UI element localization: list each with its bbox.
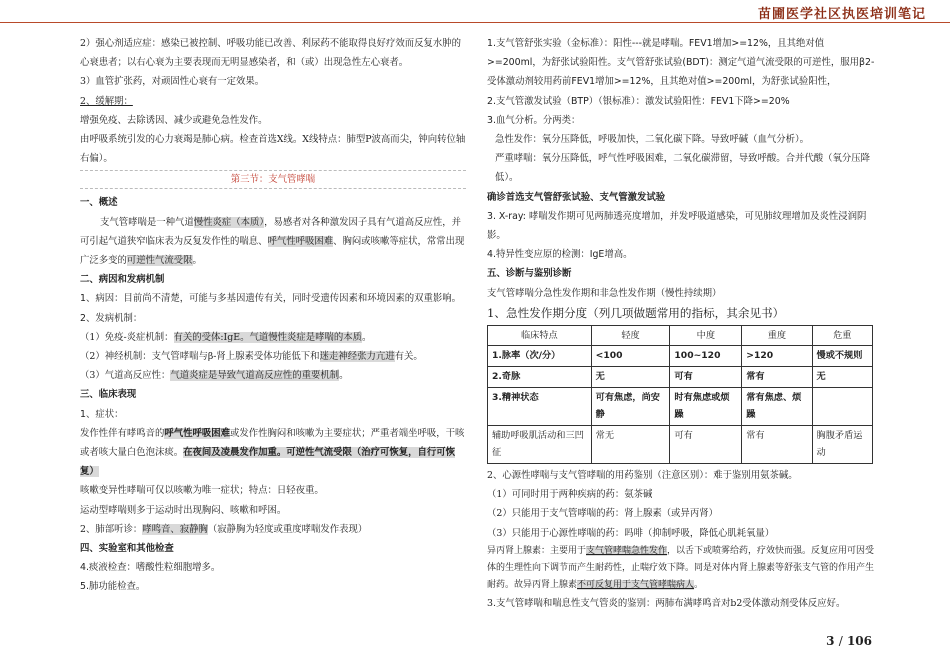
table-cell: 胸腹矛盾运动	[812, 425, 872, 463]
table-cell: 无	[812, 367, 872, 388]
paragraph-cough-variant: 咳嗽变异性哮喘可仅以咳嗽为唯一症状；特点：日轻夜重。	[80, 485, 324, 497]
paragraph-etiology: 1、病因：目前尚不清楚，可能与多基因遗传有关，同时受遗传因素和环境因素的双重影响。	[80, 293, 461, 305]
heading-severity: 1、急性发作期分度（列几项做题常用的指标，其余见书）	[487, 305, 785, 320]
header-rule	[0, 22, 950, 23]
table-cell: 100~120	[670, 346, 742, 367]
page-number: 3 / 106	[826, 634, 872, 648]
table-header-row	[488, 325, 873, 346]
table-cell: 3.精神状态	[488, 387, 592, 425]
handwritten-note: 异丙肾上腺素：主要用于支气管哮喘急性发作，以舌下或喷雾给药，疗效快而强。反复应用可因受体的生理性向下调节而产生耐药性，止喘疗效下降。同是对体内肾上腺素等舒张支气管的作用产生耐药。故异丙肾上腺素不可反复用于支气管哮喘病人。	[487, 545, 875, 590]
paragraph-diagnosis-first: 确诊首选支气管舒张试验、支气管激发试验	[487, 191, 666, 203]
table-row	[488, 387, 873, 425]
paragraph-asthmatic-bronchitis: 3.支气管哮喘和喘息性支气管炎的鉴别：两肺布满哮鸣音对b2受体激动剂受体反应好。	[487, 597, 846, 609]
table-row	[488, 367, 873, 388]
heading-overview: 一、概述	[80, 197, 118, 209]
table-header-cell: 轻度	[591, 325, 670, 346]
paragraph-symptoms: 发作性伴有哮鸣音的呼气性呼吸困难或发作性胸闷和咳嗽为主要症状；严重者端坐呼吸，干咳或者咳大量白色泡沫痰。在夜间及凌晨发作加重。可逆性气流受限（治疗可恢复，自行可恢复）	[80, 427, 465, 478]
paragraph-immune: （1）免疫-炎症机制：有关的受体:IgE。气道慢性炎症是哮喘的本质。	[80, 331, 372, 343]
paragraph-drug-asthma-only: （2）只能用于支气管哮喘的药：肾上腺素（或异丙肾）	[487, 508, 718, 520]
table-cell: 可有焦虑，尚安静	[591, 387, 670, 425]
right-column	[487, 34, 876, 613]
table-cell: 常有	[742, 425, 812, 463]
paragraph-xray: 3. X-ray: 哮喘发作期可见两肺透亮度增加，并发呼吸道感染，可见肺纹理增加及炎性浸润阴影。	[487, 210, 867, 242]
table-cell: <100	[591, 346, 670, 367]
paragraph-drug-both: （1）可同时用于两种疾病的药：氨茶碱	[487, 489, 653, 501]
table-cell: 可有	[670, 425, 742, 463]
section-title: 第三节：支气管哮喘	[80, 170, 466, 189]
table-row	[488, 346, 873, 367]
table-header-cell: 中度	[670, 325, 742, 346]
paragraph-severe-asthma: 严重哮喘：氧分压降低，呼气性呼吸困难，二氧化碳滞留，导致呼酸。合并代酸（氧分压降低）。	[495, 153, 871, 184]
table-header-cell: 临床特点	[488, 325, 592, 346]
heading-clinical: 三、临床表现	[80, 389, 137, 401]
paragraph-acute-attack: 急性发作：氧分压降低，呼吸加快，二氧化碳下降。导致呼碱（血气分析）。	[495, 134, 810, 146]
table-cell: 可有	[670, 367, 742, 388]
heading-etiology: 二、病因和发病机制	[80, 274, 165, 286]
paragraph-sputum: 4.痰液检查：嗜酸性粒细胞增多。	[80, 562, 221, 574]
paragraph-phases: 支气管哮喘分急性发作期和非急性发作期（慢性持续期）	[487, 287, 722, 299]
severity-table	[487, 325, 873, 464]
paragraph-allergen: 4.特异性变应原的检测：IgE增高。	[487, 249, 633, 261]
table-cell: 常有焦虑、烦躁	[742, 387, 812, 425]
page-header	[0, 0, 950, 22]
paragraph-drug-differentiation: 2、心源性哮喘与支气管哮喘的用药鉴别（注意区别）：难于鉴别用氨茶碱。	[487, 470, 798, 481]
paragraph-auscultation: 2、肺部听诊：哮鸣音、寂静胸（寂静胸为轻度或重度哮喘发作表现）	[80, 523, 368, 535]
table-cell: 时有焦虑或烦躁	[670, 387, 742, 425]
paragraph-cor-pulmonale: 由呼吸系统引发的心力衰竭是肺心病。检查首选X线。X线特点：肺型P波高而尖，钟向转位轴右偏）。	[80, 134, 466, 165]
paragraph-exercise: 运动型哮喘则多于运动时出现胸闷、咳嗽和呼困。	[80, 504, 287, 516]
paragraph-cardiotonic: 2）强心剂适应症：感染已被控制、呼吸功能已改善、利尿药不能取得良好疗效而反复水肿的心衰患者；以右心衰为主要表现而无明显感染者，和（或）出现急性左心衰者。	[80, 38, 461, 69]
table-cell: 常无	[591, 425, 670, 463]
left-column	[80, 34, 466, 597]
paragraph-neural: （2）神经机制：支气管哮喘与β-肾上腺素受体功能低下和迷走神经张力亢进有关。	[80, 351, 423, 363]
paragraph-remission: 增强免疫、去除诱因、减少或避免急性发作。	[80, 114, 268, 126]
paragraph-vasodilator: 3）血管扩张药，对顽固性心衰有一定效果。	[80, 76, 265, 88]
table-cell: 1.脉率（次/分）	[488, 346, 592, 367]
paragraph-definition: 支气管哮喘是一种气道慢性炎症（本质），易感者对各种激发因子具有气道高反应性，并可引起气道狭窄临床表为反复发作性的喘息、呼气性呼吸困难、胸闷或咳嗽等症状，常常出现广泛多变的可逆性气流受限。	[80, 216, 465, 267]
paragraph-blood-gas: 3.血气分析。分两类：	[487, 114, 581, 126]
table-cell: 常有	[742, 367, 812, 388]
table-cell: 辅助呼吸肌活动和三凹征	[488, 425, 592, 463]
heading-diagnosis: 五、诊断与鉴别诊断	[487, 268, 572, 280]
table-header-cell: 重度	[742, 325, 812, 346]
heading-remission: 2、缓解期：	[80, 95, 133, 107]
paragraph-bpt: 2.支气管激发试验（BTP）（银标准）：激发试验阳性：FEV1下降>=20%	[487, 95, 790, 107]
paragraph-symptoms-label: 1、症状：	[80, 408, 124, 420]
table-cell: 无	[591, 367, 670, 388]
table-row	[488, 425, 873, 463]
paragraph-hyperresponsiveness: （3）气道高反应性：气道炎症是导致气道高反应性的重要机制。	[80, 370, 349, 382]
header-title: 苗圃医学社区执医培训笔记	[757, 7, 926, 22]
table-header-cell: 危重	[812, 325, 872, 346]
paragraph-pulmonary-function: 5.肺功能检查。	[80, 581, 146, 593]
table-cell: >120	[742, 346, 812, 367]
paragraph-bdt: 1.支气管舒张实验（金标准）：阳性---就是哮喘。FEV1增加>=12%，且其绝对值>=200ml，为舒张试验阳性。支气管舒张试验(BDT)：测定气道气流受限的可逆性，服用β2-受体激动剂较用药前FEV1增加>=12%，且其绝对值>=200ml，为舒张试验阳性，	[487, 38, 875, 88]
table-cell	[812, 387, 872, 425]
heading-lab: 四、实验室和其他检查	[80, 543, 174, 555]
paragraph-mechanism: 2、发病机制：	[80, 312, 143, 324]
table-cell: 慢或不规则	[812, 346, 872, 367]
table-cell: 2.奇脉	[488, 367, 592, 388]
paragraph-drug-cardiac-only: （3）只能用于心源性哮喘的药：吗啡（抑制呼吸，降低心肌耗氧量）	[487, 527, 775, 539]
